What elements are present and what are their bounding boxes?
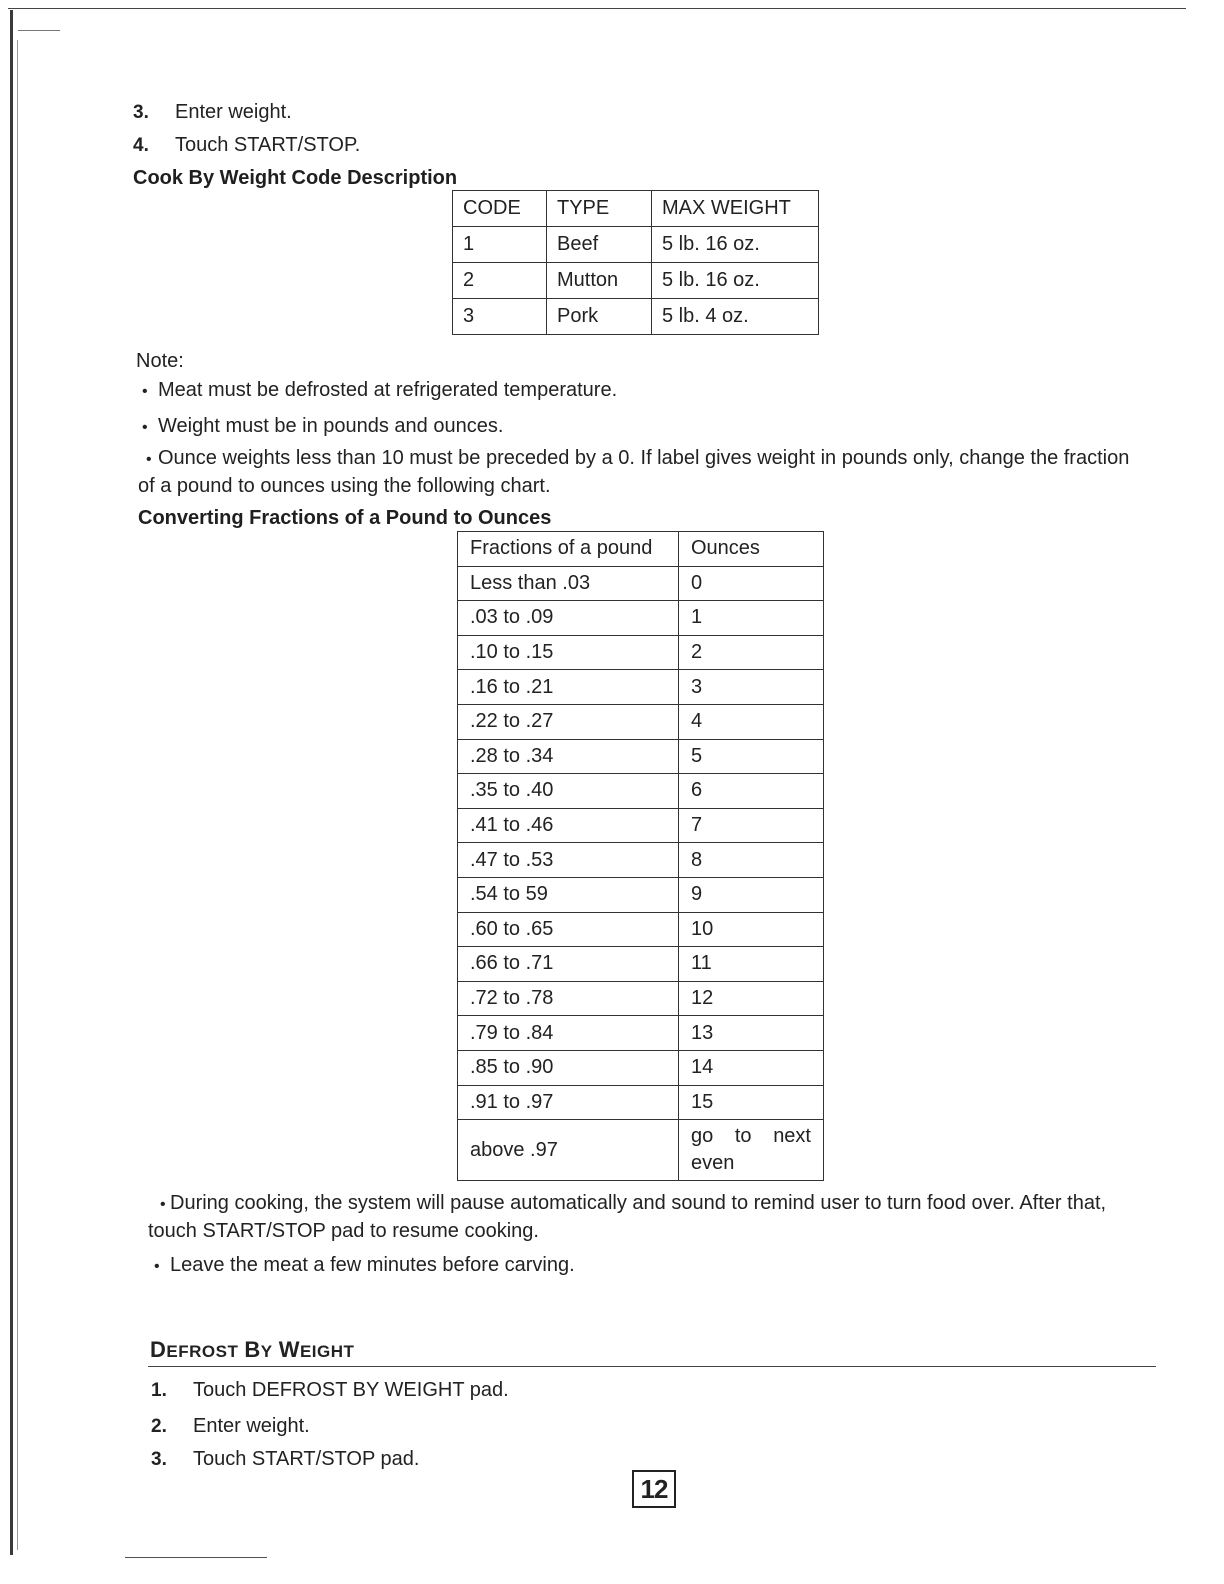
- note-label: Note:: [136, 350, 184, 372]
- max-weight-cell: 5 lb. 4 oz.: [652, 299, 819, 335]
- bullet-icon: •: [142, 419, 148, 436]
- table-row: .03 to .09 1: [458, 601, 824, 636]
- table-row-last: [458, 1120, 824, 1181]
- code-cell: 1: [453, 227, 547, 263]
- max-weight-cell: 5 lb. 16 oz.: [652, 263, 819, 299]
- step-number: 3.: [133, 102, 149, 123]
- type-cell: Pork: [547, 299, 652, 335]
- table-row: [453, 299, 819, 335]
- bottom-blue-line: [125, 1557, 267, 1558]
- header-fraction: Fractions of a pound: [458, 532, 679, 567]
- table-row: .47 to .53 8: [458, 843, 824, 878]
- code-cell: 3: [453, 299, 547, 335]
- step-4: [133, 133, 360, 158]
- bullet-icon: •: [142, 383, 148, 400]
- step-number: 3.: [151, 1449, 167, 1470]
- note-item: • Meat must be defrosted at refrigerated temperature.: [142, 377, 1042, 405]
- bullet-icon: •: [160, 1196, 166, 1213]
- ounces-line-2: even: [691, 1152, 735, 1175]
- section-divider: [148, 1366, 1156, 1367]
- left-page-edge: [10, 10, 13, 1555]
- defrost-by-weight-title: DEFROST BY WEIGHT: [150, 1337, 355, 1362]
- table-row: .41 to .46 7: [458, 808, 824, 843]
- step-text: Touch DEFROST BY WEIGHT pad.: [193, 1379, 509, 1401]
- conversion-table: [457, 531, 824, 1181]
- table-row: .91 to .97 15: [458, 1085, 824, 1120]
- header-ounces: Ounces: [679, 532, 824, 567]
- cook-by-weight-table: [452, 190, 819, 335]
- left-page-edge-shadow: [17, 40, 18, 1550]
- defrost-step-3: [151, 1447, 419, 1472]
- page-number: 12: [632, 1470, 676, 1508]
- step-text: Enter weight.: [175, 101, 292, 123]
- after-note-item: • During cooking, the system will pause automatically and sound to remind user to turn food over. After that, touch START/STOP pad to resume cooking.: [148, 1192, 1107, 1242]
- table-row: .85 to .90 14: [458, 1050, 824, 1085]
- table-row: .10 to .15 2: [458, 635, 824, 670]
- table-row: .66 to .71 11: [458, 947, 824, 982]
- bullet-icon: •: [146, 451, 152, 468]
- step-number: 1.: [151, 1380, 167, 1401]
- defrost-step-2: [151, 1414, 310, 1439]
- defrost-step-1: [151, 1378, 509, 1403]
- ounces-line-1: go to next: [691, 1125, 811, 1148]
- table-header-row: [458, 532, 824, 567]
- code-cell: 2: [453, 263, 547, 299]
- table-row: .28 to .34 5: [458, 739, 824, 774]
- header-code: CODE: [453, 191, 547, 227]
- table-row: .35 to .40 6: [458, 774, 824, 809]
- step-3: [133, 100, 292, 125]
- cook-by-weight-heading: Cook By Weight Code Description: [133, 167, 458, 189]
- top-border-line: [8, 8, 1186, 9]
- note-item: • Ounce weights less than 10 must be preceded by a 0. If label gives weight in pounds only, change the fraction of a pound to ounces using the following chart.: [138, 447, 1130, 497]
- table-row: [453, 227, 819, 263]
- after-note-item: • Leave the meat a few minutes before carving.: [154, 1252, 1054, 1280]
- note-item: • Weight must be in pounds and ounces.: [142, 413, 1042, 441]
- max-weight-cell: 5 lb. 16 oz.: [652, 227, 819, 263]
- table-row: .22 to .27 4: [458, 704, 824, 739]
- table-row: .79 to .84 13: [458, 1016, 824, 1051]
- table-row: .16 to .21 3: [458, 670, 824, 705]
- table-row: [453, 263, 819, 299]
- bullet-icon: •: [154, 1258, 160, 1275]
- conversion-heading: Converting Fractions of a Pound to Ounces: [138, 507, 552, 529]
- step-number: 2.: [151, 1416, 167, 1437]
- table-header-row: [453, 191, 819, 227]
- header-type: TYPE: [547, 191, 652, 227]
- table-row: .54 to 59 9: [458, 877, 824, 912]
- type-cell: Beef: [547, 227, 652, 263]
- table-row: .60 to .65 10: [458, 912, 824, 947]
- fraction-cell: above .97: [458, 1120, 679, 1181]
- table-row: Less than .03 0: [458, 566, 824, 601]
- type-cell: Mutton: [547, 263, 652, 299]
- corner-mark: [18, 30, 60, 31]
- step-number: 4.: [133, 135, 149, 156]
- ounces-cell: [679, 1120, 824, 1181]
- step-text: Enter weight.: [193, 1415, 310, 1437]
- table-row: .72 to .78 12: [458, 981, 824, 1016]
- header-max-weight: MAX WEIGHT: [652, 191, 819, 227]
- step-text: Touch START/STOP.: [175, 134, 361, 156]
- step-text: Touch START/STOP pad.: [193, 1448, 420, 1470]
